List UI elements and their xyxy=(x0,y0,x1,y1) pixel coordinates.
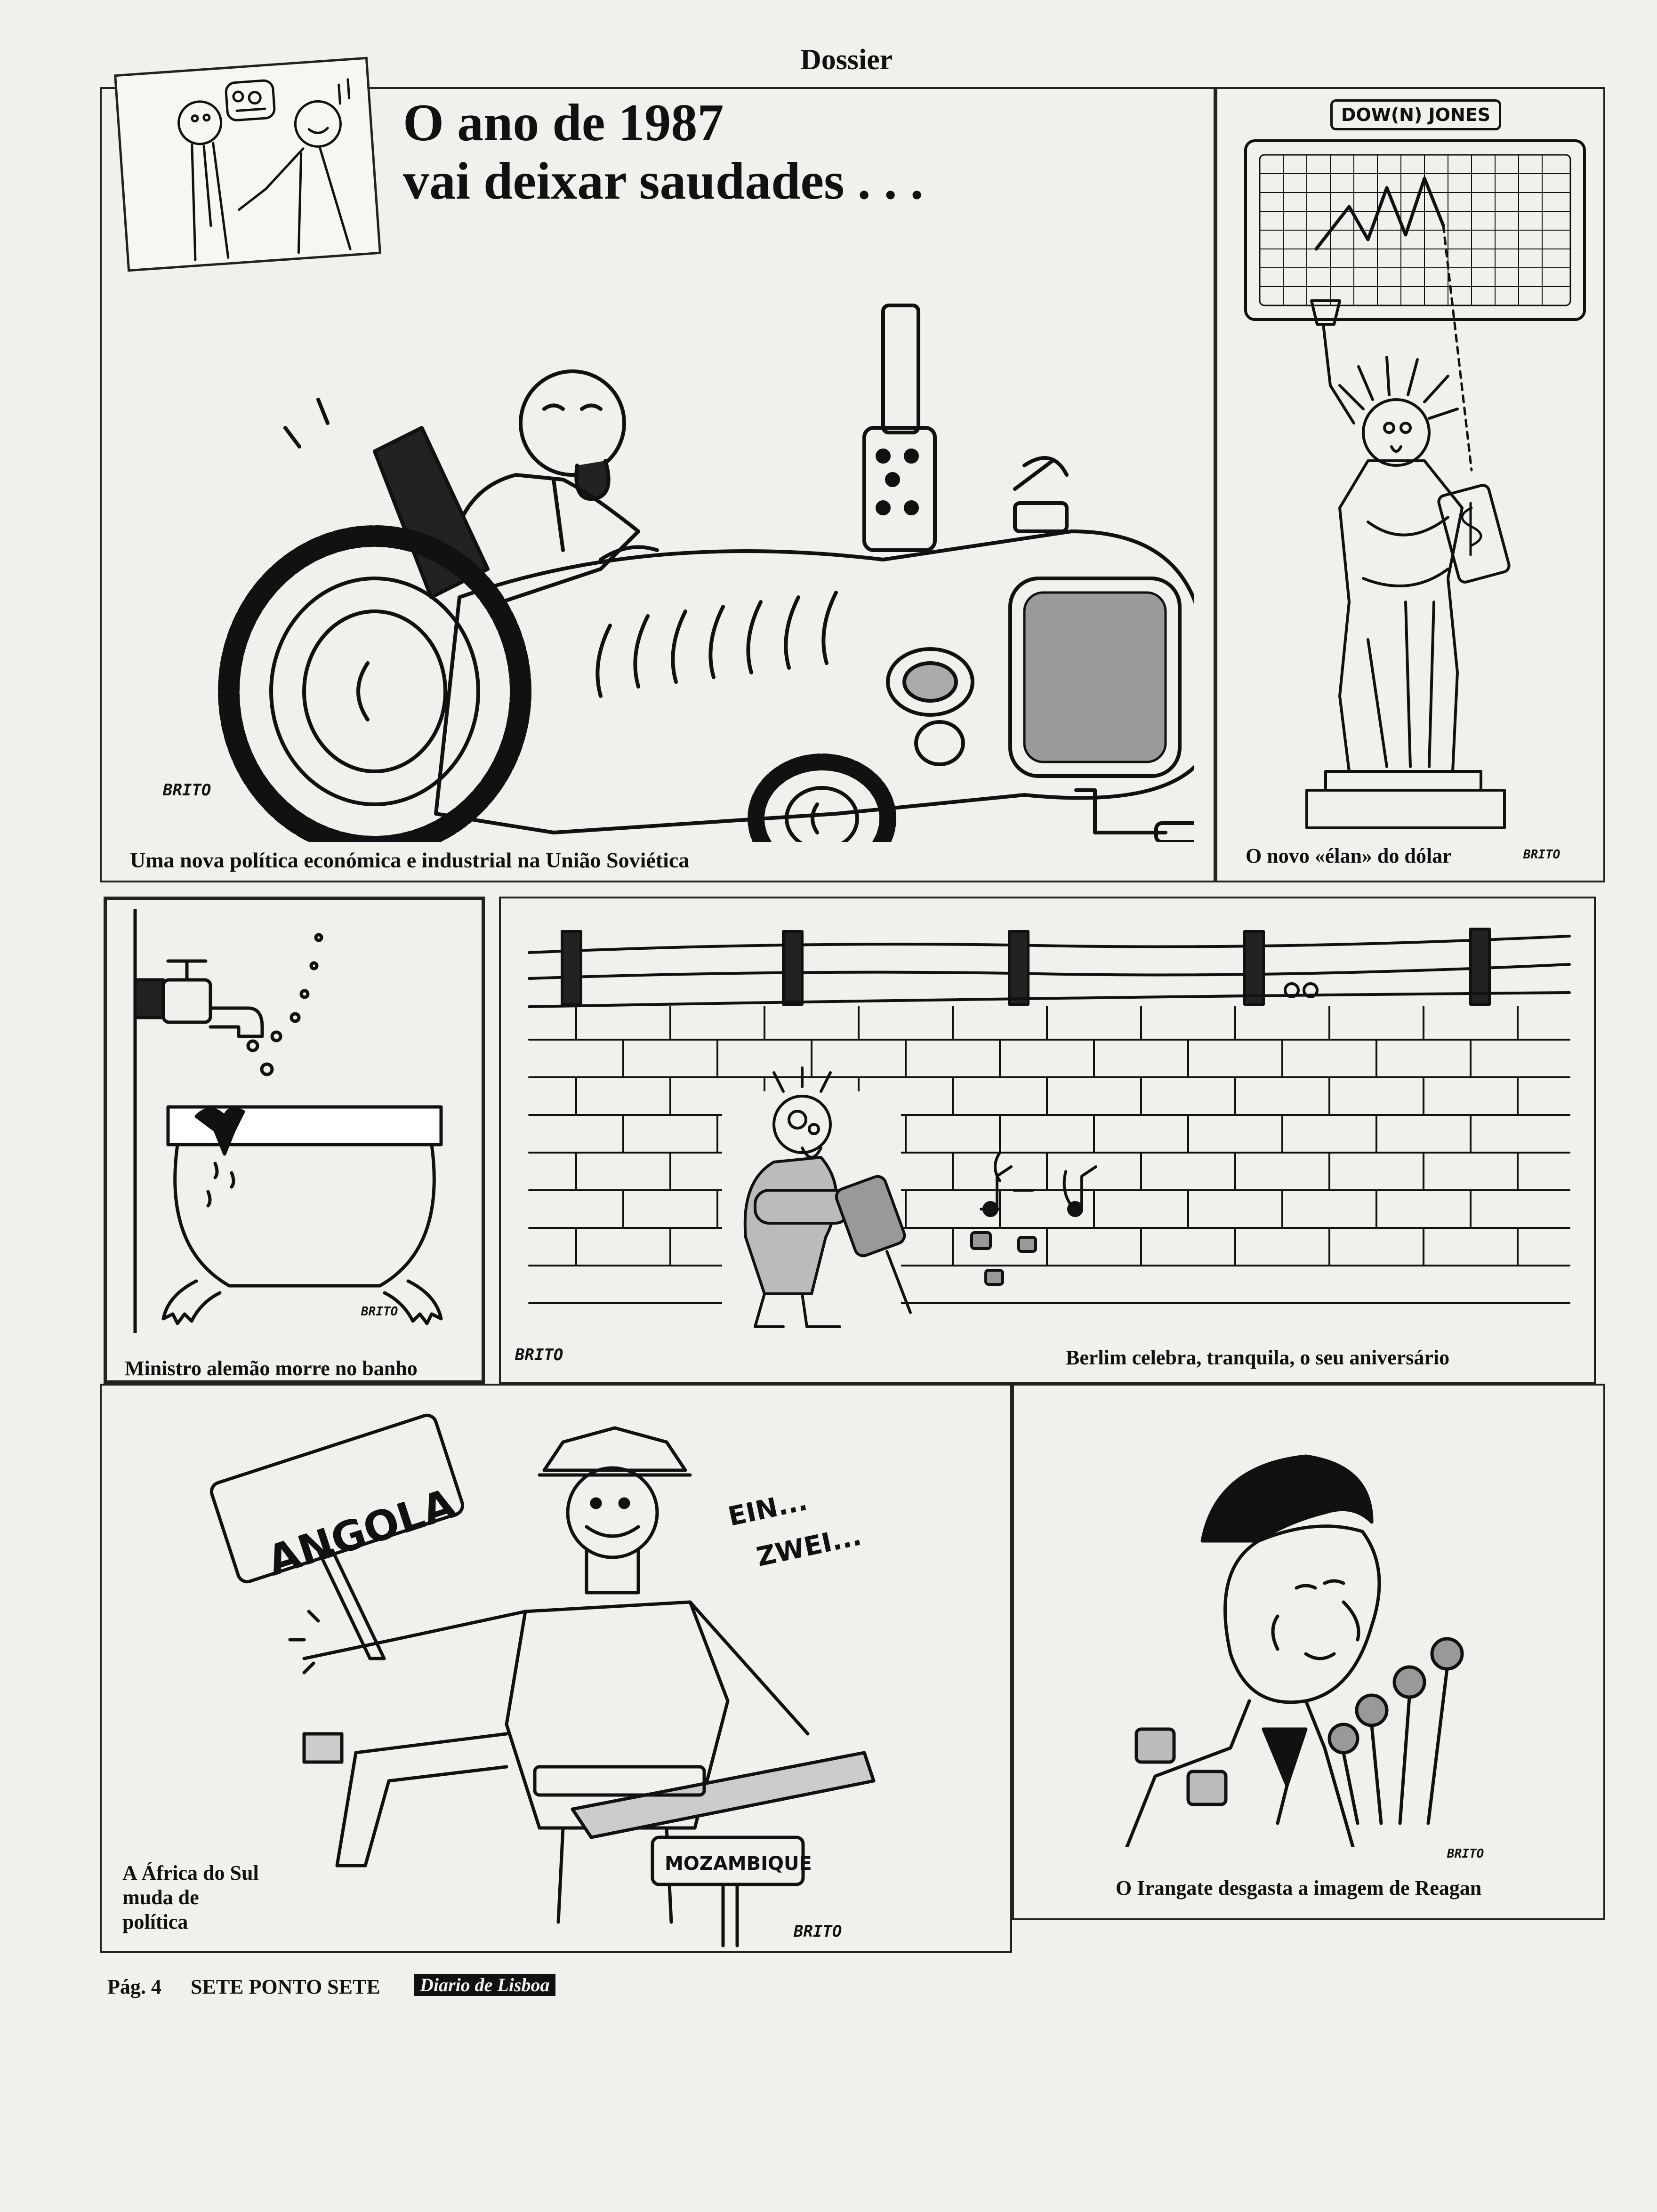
inset-cartoon xyxy=(114,57,381,272)
soldier-illustration xyxy=(149,1395,996,1950)
tractor-illustration xyxy=(130,268,1194,842)
dow-jones-sign: DOW(N) JONES xyxy=(1330,99,1501,130)
dollar-signature: BRITO xyxy=(1523,848,1560,862)
tractor-caption: Uma nova política económica e industrial na União Soviética xyxy=(130,848,690,872)
footer-supplement: SETE PONTO SETE xyxy=(191,1975,380,1998)
berlin-caption: Berlim celebra, tranquila, o seu aniversário xyxy=(1066,1346,1450,1369)
panel-berlin xyxy=(499,897,1596,1384)
section-title: Dossier xyxy=(800,44,893,76)
dollar-caption: O novo «élan» do dólar xyxy=(1246,844,1452,867)
panel-bath xyxy=(104,897,485,1384)
africa-caption-line-1: A África do Sul xyxy=(122,1861,259,1884)
berlin-wall-illustration xyxy=(520,908,1579,1341)
headline-line-1: O ano de 1987 xyxy=(403,94,724,152)
berlin-signature: BRITO xyxy=(515,1346,563,1364)
footer-masthead: Diario de Lisboa xyxy=(414,1974,555,1996)
panel-tractor xyxy=(100,87,1215,882)
reagan-illustration xyxy=(1108,1447,1532,1847)
africa-caption-line-2: muda de xyxy=(122,1886,199,1909)
bathtub-illustration xyxy=(116,909,474,1333)
panel-dollar xyxy=(1215,87,1605,882)
panel-africa xyxy=(100,1384,1012,1953)
headline-line-2: vai deixar saudades . . . xyxy=(403,152,924,210)
bath-signature: BRITO xyxy=(361,1305,398,1319)
africa-caption-line-3: política xyxy=(122,1910,188,1933)
bath-caption: Ministro alemão morre no banho xyxy=(125,1357,418,1380)
angola-sign: ANGOLA xyxy=(261,1479,461,1586)
tractor-signature: BRITO xyxy=(163,781,211,800)
panel-reagan xyxy=(1012,1384,1605,1920)
statue-of-liberty-illustration xyxy=(1227,131,1599,842)
footer-page-number: Pág. 4 xyxy=(107,1975,161,1998)
reagan-signature: BRITO xyxy=(1447,1847,1484,1861)
reagan-caption: O Irangate desgasta a imagem de Reagan xyxy=(1116,1876,1482,1899)
speech-ein: EIN... xyxy=(725,1486,810,1532)
mozambique-sign: MOZAMBIQUE xyxy=(665,1853,812,1875)
speech-zwei: ZWEI... xyxy=(754,1521,864,1573)
africa-signature: BRITO xyxy=(794,1922,842,1941)
